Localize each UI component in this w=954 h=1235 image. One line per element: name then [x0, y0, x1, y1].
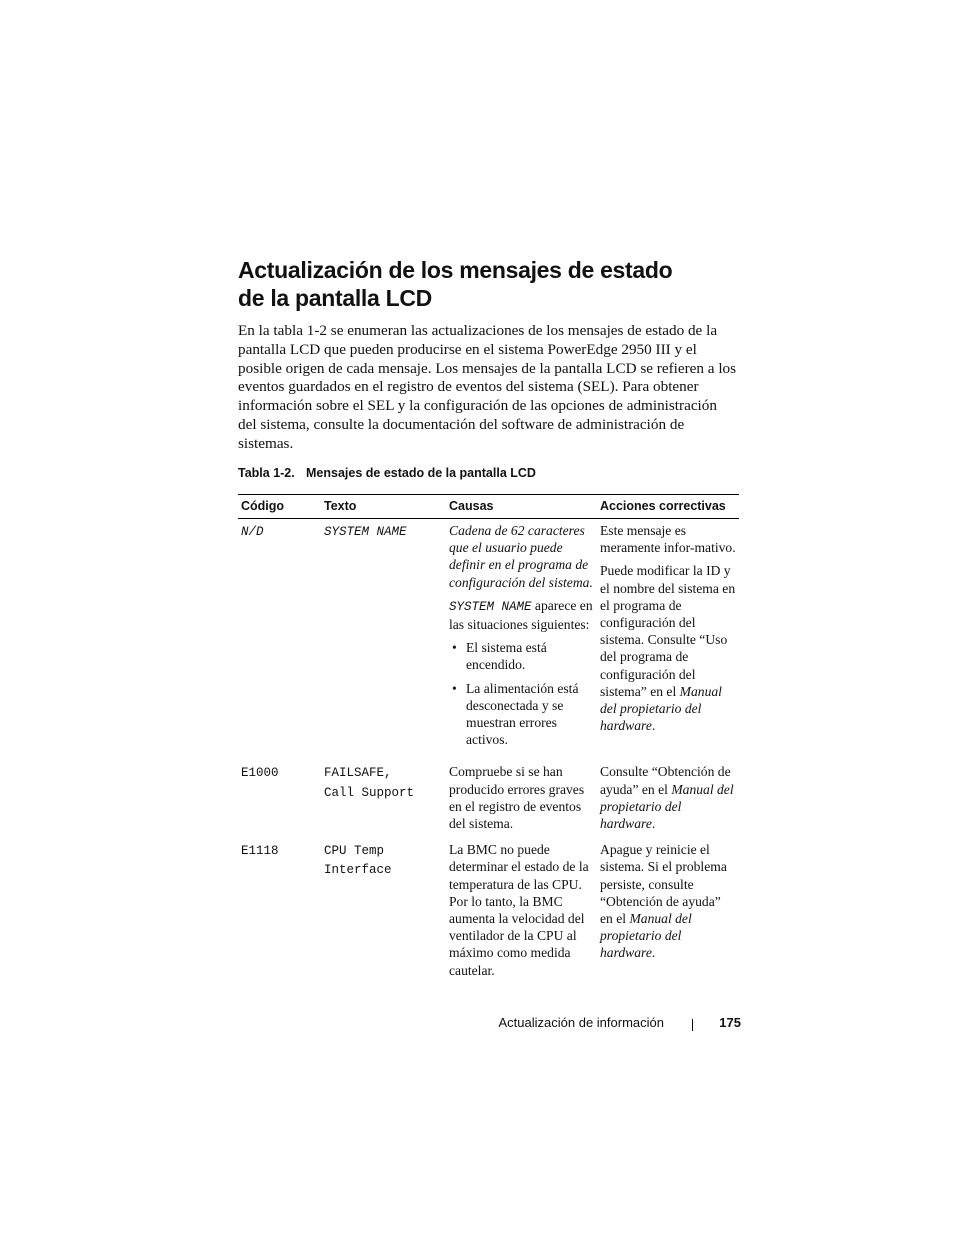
header-text: Texto	[321, 495, 446, 519]
intro-paragraph: En la tabla 1-2 se enumeran las actualizaciones de los mensajes de estado de la pantalla LCD que pueden producirse en el sistema PowerEdge 2950 III y el posible origen de cada mensaje. Los mensajes de la pantalla LCD se refieren a los eventos guardados en el registro de eventos del sistema (SEL). Para obtener información sobre el SEL y la configuración de las opciones de administración del sistema, consulte la documentación del software de administración de sistemas.	[238, 322, 737, 452]
table-row	[238, 519, 739, 761]
text-cell	[321, 519, 446, 761]
header-code: Código	[238, 495, 321, 519]
text-cell	[321, 838, 446, 985]
status-messages-table	[238, 494, 739, 985]
action-text: Puede modificar la ID y el nombre del sistema en el programa de configuración del sistema. Consulte “Uso del programa de configuración del sistema” en el	[600, 563, 736, 699]
action-end: .	[651, 816, 656, 832]
action-end: .	[651, 718, 656, 734]
action-end: .	[651, 945, 656, 961]
action-cell	[597, 838, 739, 985]
cause-situations	[449, 597, 594, 633]
table-row	[238, 838, 739, 985]
table-header-row	[238, 495, 739, 519]
cause-cell	[446, 838, 597, 985]
cause-situations-text: aparece en las situaciones siguientes:	[449, 597, 593, 633]
header-actions: Acciones correctivas	[597, 495, 739, 519]
code-value: N/D	[241, 525, 264, 539]
cause-text: La BMC no puede determinar el estado de la temperatura de las CPU. Por lo tanto, la BMC aumenta la velocidad del ventilador de la CPU al máximo como medida cautelar.	[449, 842, 589, 978]
text-cell	[321, 760, 446, 838]
manual-reference: Manual del propietario del hardware	[600, 781, 734, 832]
code-cell	[238, 760, 321, 838]
code-value: E1000	[241, 766, 279, 781]
code-cell	[238, 838, 321, 985]
page-number: 175	[719, 1015, 741, 1030]
cause-description: Cadena de 62 caracteres que el usuario puede definir en el programa de configuración del sistema.	[449, 523, 593, 590]
message-text: SYSTEM NAME	[324, 525, 407, 539]
table-caption	[238, 466, 738, 480]
heading-line-1: Actualización de los mensajes de estado	[238, 257, 673, 283]
heading-line-2: de la pantalla LCD	[238, 285, 432, 311]
cause-text: Compruebe si se han producido errores graves en el registro de eventos del sistema.	[449, 764, 585, 832]
footer-divider	[692, 1019, 693, 1031]
code-value: E1118	[241, 844, 279, 859]
table-number: Tabla 1-2.	[238, 466, 295, 480]
message-text: CPU Temp Interface	[324, 844, 392, 878]
cause-mono-term: SYSTEM NAME	[449, 599, 532, 614]
manual-reference: Manual del propietario del hardware	[600, 683, 722, 734]
page-footer	[238, 1015, 741, 1035]
action-note: Este mensaje es meramente infor-mativo.	[600, 523, 736, 556]
section-heading	[238, 256, 758, 312]
message-text: FAILSAFE, Call Support	[324, 766, 415, 800]
table-title: Mensajes de estado de la pantalla LCD	[306, 466, 536, 480]
code-cell	[238, 519, 321, 761]
action-cell	[597, 760, 739, 838]
footer-section-title: Actualización de información	[498, 1015, 664, 1030]
list-item: • El sistema está encendido.	[449, 639, 594, 673]
action-text: Apague y reinicie el sistema. Si el problema persiste, consulte “Obtención de ayuda” en el	[600, 842, 727, 927]
table-row	[238, 760, 739, 838]
header-causes: Causas	[446, 495, 597, 519]
manual-reference: Manual del propietario del hardware	[600, 911, 692, 961]
action-instructions	[600, 562, 736, 734]
cause-cell	[446, 519, 597, 761]
list-item: • La alimentación está desconectada y se muestran errores activos.	[449, 680, 594, 749]
cause-cell	[446, 760, 597, 838]
action-cell	[597, 519, 739, 761]
action-text: Consulte “Obtención de ayuda” en el	[600, 764, 731, 797]
